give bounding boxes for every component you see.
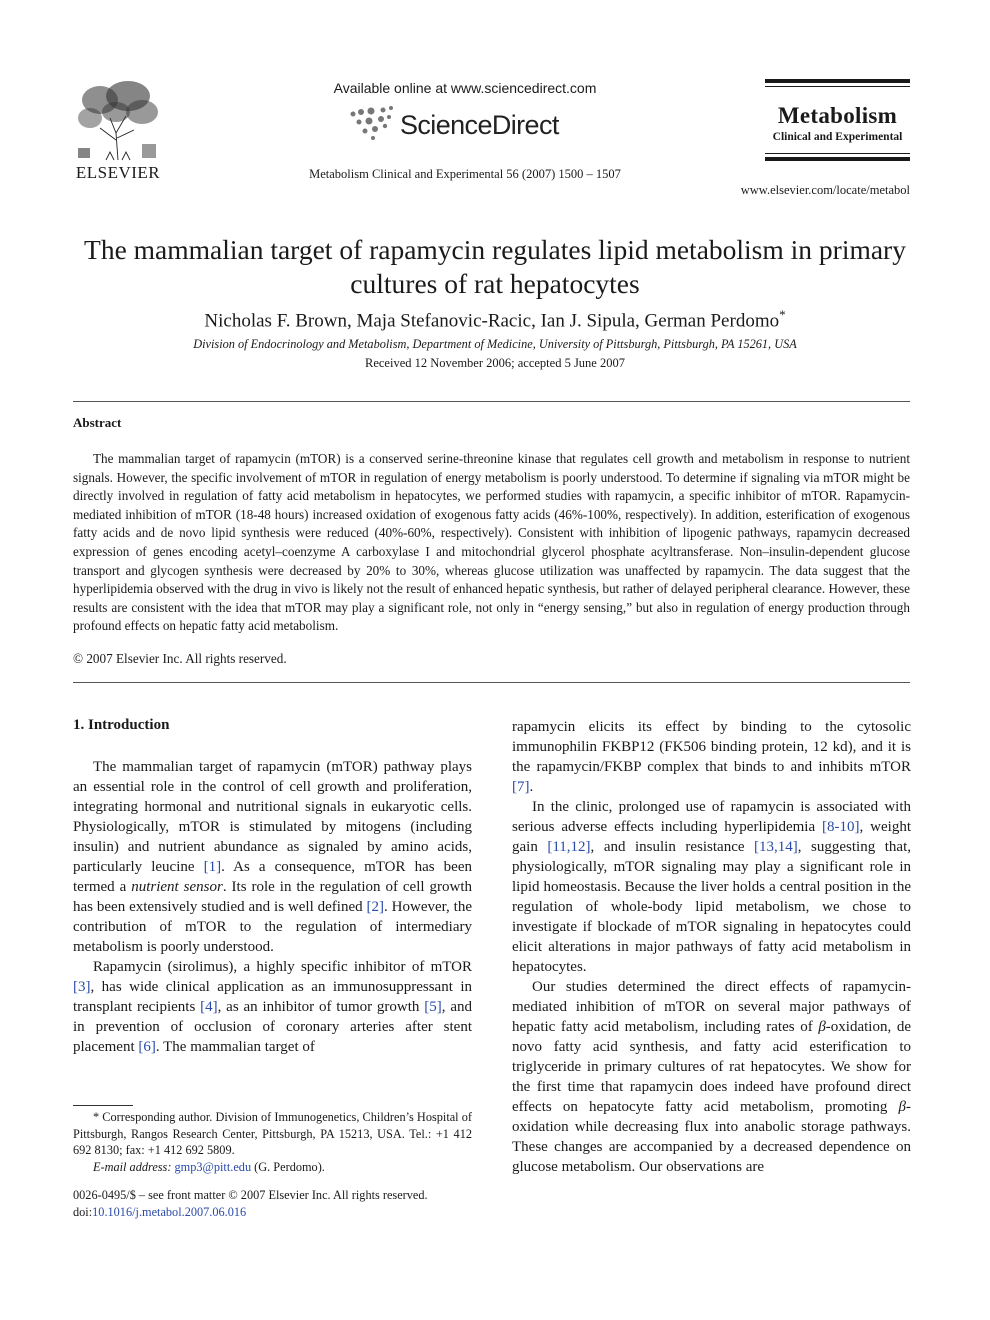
author-list xyxy=(60,307,930,332)
paragraph: Rapamycin (sirolimus), a highly specific inhibitor of mTOR [3], has wide clinical application as an immunosuppressant in transplant recipients [4], as an inhibitor of tumor growth [5], and in prevention of occlusion of coronary arteries after stent placement [6]. The mammalian target of xyxy=(73,959,472,1055)
footnote-email-row: E-mail address: gmp3@pitt.edu (G. Perdomo). xyxy=(93,1159,325,1174)
publisher-name: ELSEVIER xyxy=(75,163,161,182)
citation-link[interactable]: [5] xyxy=(424,999,442,1015)
paragraph: In the clinic, prolonged use of rapamycin is associated with serious adverse effects including hyperlipidemia [8-10], weight gain [11,12], and insulin resistance [13,14], suggesting that, physiologically, mTOR signaling may play a significant role in lipid homeostasis. Because the liver holds a central position in the regulation of whole-body lipid metabolism, we chose to investigate if blockade of mTOR signaling in hepatocytes could elicit alterations in major pathways of fatty acid metabolism in hepatocytes. xyxy=(512,799,911,975)
available-online-text: Available online at www.sciencedirect.com xyxy=(333,80,597,96)
citation-link[interactable]: [13,14] xyxy=(754,839,798,855)
corresponding-author-mark[interactable]: * xyxy=(779,307,786,322)
masthead-rule xyxy=(765,157,910,161)
doi-line: doi:10.1016/j.metabol.2007.06.016 xyxy=(73,1205,247,1219)
corresponding-author-footnote xyxy=(73,1109,472,1175)
abstract-body: The mammalian target of rapamycin (mTOR) is a conserved serine-threonine kinase that regulates cell growth and metabolism in response to nutrient signals. However, the specific involvement of mTOR in regulation of energy metabolism is poorly understood. To determine if signaling via mTOR might be directly involved in regulation of fatty acid metabolism in hepatocytes, we performed studies with rapamycin, a specific inhibitor of mTOR. Rapamycin-mediated inhibition of mTOR (18-48 hours) increased oxidation of exogenous fatty acids (46%-100%, respectively). In addition, esterification of exogenous fatty acids and de novo lipid synthesis were reduced (40%-60%, respectively). Consistent with inhibition of lipogenic pathways, rapamycin decreased expression of genes encoding acetyl–coenzyme A carboxylase I and mitochondrial glycerol phosphate acyltransferase. Non–insulin-dependent glucose transport and glycogen synthesis were decreased by 20% to 30%, whereas glucose utilization was unaffected by rapamycin. The data suggest that the hyperlipidemia observed with the drug in vivo is likely not the result of enhanced hepatic synthesis, but rather of delayed peripheral clearance. However, these results are consistent with the idea that mTOR may play a significant role, not only in “energy sensing,” but also in regulation of energy production through profound effects on hepatic fatty acid metabolism. xyxy=(73,451,910,634)
affiliation: Division of Endocrinology and Metabolism, Department of Medicine, University of Pittsburgh, Pittsburgh, PA 15261, USA xyxy=(193,337,797,351)
author-names: Nicholas F. Brown, Maja Stefanovic-Racic, Ian J. Sipula, German Perdomo xyxy=(204,310,780,332)
citation-link[interactable]: [11,12] xyxy=(547,839,591,855)
citation-link[interactable]: [4] xyxy=(200,999,218,1015)
citation-link[interactable]: [3] xyxy=(73,979,91,995)
footnote-text: * Corresponding author. Division of Immunogenetics, Children’s Hospital of Pittsburgh, Rangos Research Center, Pittsburgh, PA 15213, USA. Tel.: +1 412 692 8130; fax: +1 412 692 5809. xyxy=(73,1110,472,1157)
email-link[interactable]: gmp3@pitt.edu xyxy=(174,1159,252,1174)
left-column xyxy=(73,757,472,1057)
citation-link[interactable]: [6] xyxy=(138,1039,156,1055)
abstract-copyright: © 2007 Elsevier Inc. All rights reserved. xyxy=(73,651,287,666)
masthead-rule xyxy=(765,153,910,154)
right-column xyxy=(512,717,911,1177)
issn-line: 0026-0495/$ – see front matter © 2007 Elsevier Inc. All rights reserved. xyxy=(73,1188,428,1202)
footnote-rule xyxy=(73,1105,133,1106)
divider xyxy=(73,401,910,402)
journal-url[interactable]: www.elsevier.com/locate/metabol xyxy=(740,183,910,197)
masthead-rule xyxy=(765,86,910,87)
journal-subtitle: Clinical and Experimental xyxy=(772,131,903,143)
paragraph: The mammalian target of rapamycin (mTOR) pathway plays an essential role in the control of cell growth and proliferation, integrating hormonal and nutritional signals in eukaryotic cells. Physiologically, mTOR is stimulated by mitogens (including insulin) and nutrient abundance as signaled by amino acids, particularly leucine [1]. As a consequence, mTOR has been termed a nutrient sensor. Its role in the regulation of cell growth has been extensively studied and is well defined [2]. However, the contribution of mTOR to the regulation of intermediary metabolism is poorly understood. xyxy=(73,759,473,955)
citation-link[interactable]: [2] xyxy=(366,899,385,915)
paragraph: rapamycin elicits its effect by binding to the cytosolic immunophilin FKBP12 (FK506 binding protein, 12 kd), and it is the rapamycin/FKBP complex that binds to and inhibits mTOR [7]. xyxy=(512,719,911,795)
doi-link[interactable]: 10.1016/j.metabol.2007.06.016 xyxy=(92,1205,247,1219)
article-title: The mammalian target of rapamycin regulates lipid metabolism in primary cultures of rat hepatocytes xyxy=(84,234,906,299)
journal-citation: Metabolism Clinical and Experimental 56 (2007) 1500 – 1507 xyxy=(309,167,621,181)
section-heading-introduction: 1. Introduction xyxy=(73,717,170,733)
citation-link[interactable]: [7] xyxy=(512,779,530,795)
masthead-rule xyxy=(765,79,910,83)
front-matter-info xyxy=(73,1187,472,1221)
divider xyxy=(73,682,910,683)
paragraph: Our studies determined the direct effects of rapamycin-mediated inhibition of mTOR on several major pathways of hepatic fatty acid metabolism, including rates of β-oxidation, de novo fatty acid synthesis, and fatty acid esterification to triglyceride in primary cultures of rat hepatocytes. We show for the first time that rapamycin does indeed have profound direct effects on hepatocyte fatty acid metabolism, promoting β-oxidation while decreasing flux into anabolic storage pathways. These changes are accompanied by a decreased dependence on glucose metabolism. Our observations are xyxy=(512,979,911,1175)
citation-link[interactable]: [8-10] xyxy=(822,819,860,835)
sciencedirect-wordmark: ScienceDirect xyxy=(400,110,559,140)
abstract-heading: Abstract xyxy=(73,415,122,430)
citation-link[interactable]: [1] xyxy=(203,859,222,875)
received-dates: Received 12 November 2006; accepted 5 June 2007 xyxy=(365,356,625,370)
journal-name: Metabolism xyxy=(777,103,898,128)
